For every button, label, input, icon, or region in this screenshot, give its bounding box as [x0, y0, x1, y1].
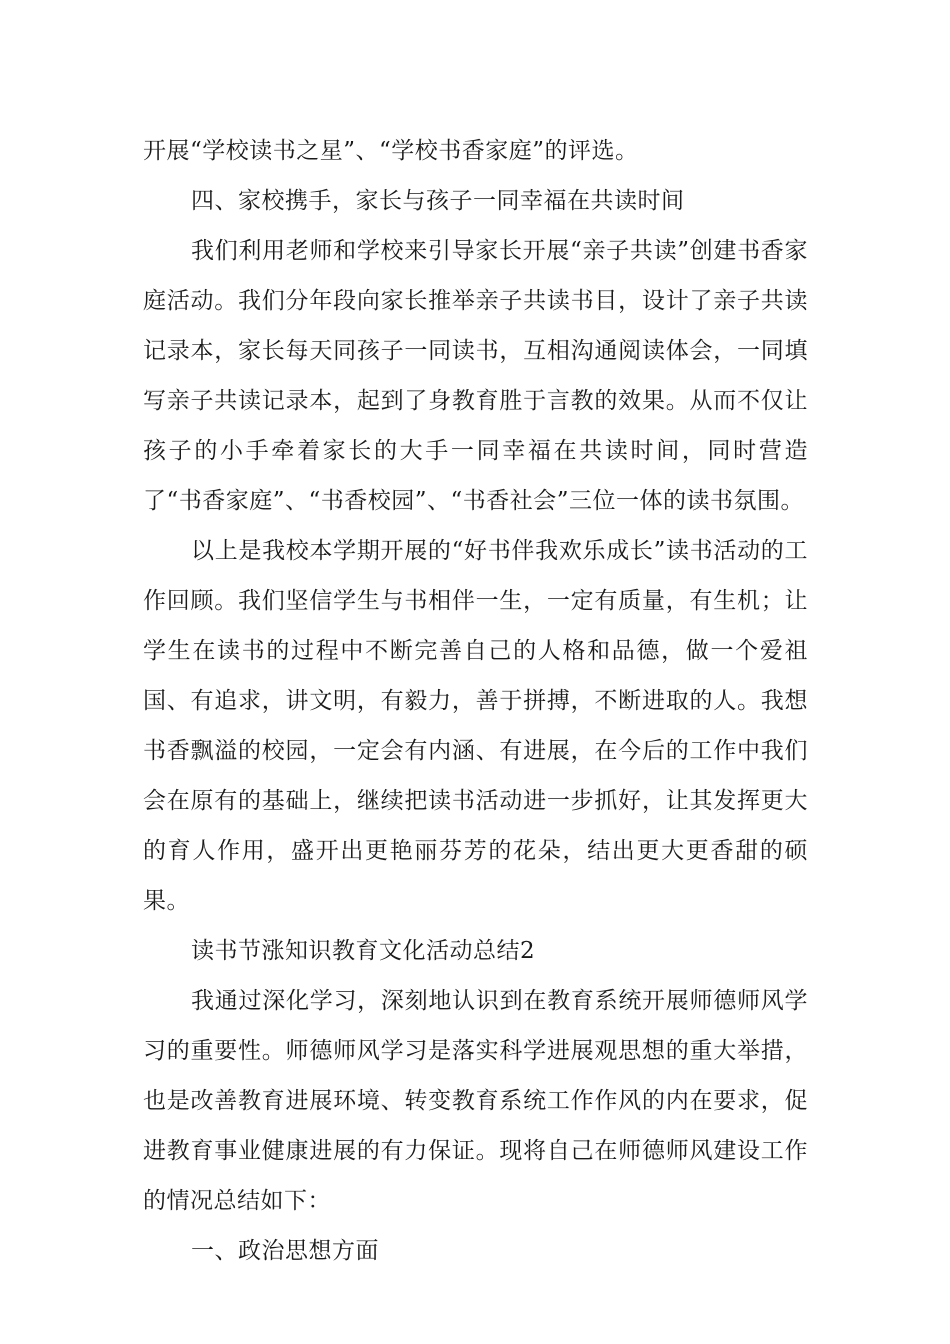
paragraph-4: 我通过深化学习，深刻地认识到在教育系统开展师德师风学习的重要性。师德师风学习是落实科学进展观思想的重大举措，也是改善教育进展环境、转变教育系统工作作风的内在要求，促进教育事业健康进展的有力保证。现将自己在师德师风建设工作的情况总结如下： [143, 988, 808, 1214]
paragraph-1: 开展“学校读书之星”、“学校书香家庭”的评选。 [143, 138, 639, 164]
section-heading-4: 四、家校携手，家长与孩子一同幸福在共读时间 [191, 188, 685, 214]
document-body [143, 126, 808, 1276]
paragraph-3: 以上是我校本学期开展的“好书伴我欢乐成长”读书活动的工作回顾。我们坚信学生与书相伴一生，一定有质量，有生机；让学生在读书的过程中不断完善自己的人格和品德，做一个爱祖国、有追求，讲文明，有毅力，善于拼搏，不断进取的人。我想书香飘溢的校园，一定会有内涵、有进展，在今后的工作中我们会在原有的基础上，继续把读书活动进一步抓好，让其发挥更大的育人作用，盛开出更艳丽芬芳的花朵，结出更大更香甜的硕果。 [143, 538, 808, 914]
section-heading-1: 一、政治思想方面 [191, 1238, 379, 1264]
paragraph-2: 我们利用老师和学校来引导家长开展“亲子共读”创建书香家庭活动。我们分年段向家长推举亲子共读书目，设计了亲子共读记录本，家长每天同孩子一同读书，互相沟通阅读体会，一同填写亲子共读记录本，起到了身教育胜于言教的效果。从而不仅让孩子的小手牵着家长的大手一同幸福在共读时间，同时营造了“书香家庭”、“书香校园”、“书香社会”三位一体的读书氛围。 [143, 238, 808, 514]
document-subtitle: 读书节涨知识教育文化活动总结2 [191, 938, 536, 964]
